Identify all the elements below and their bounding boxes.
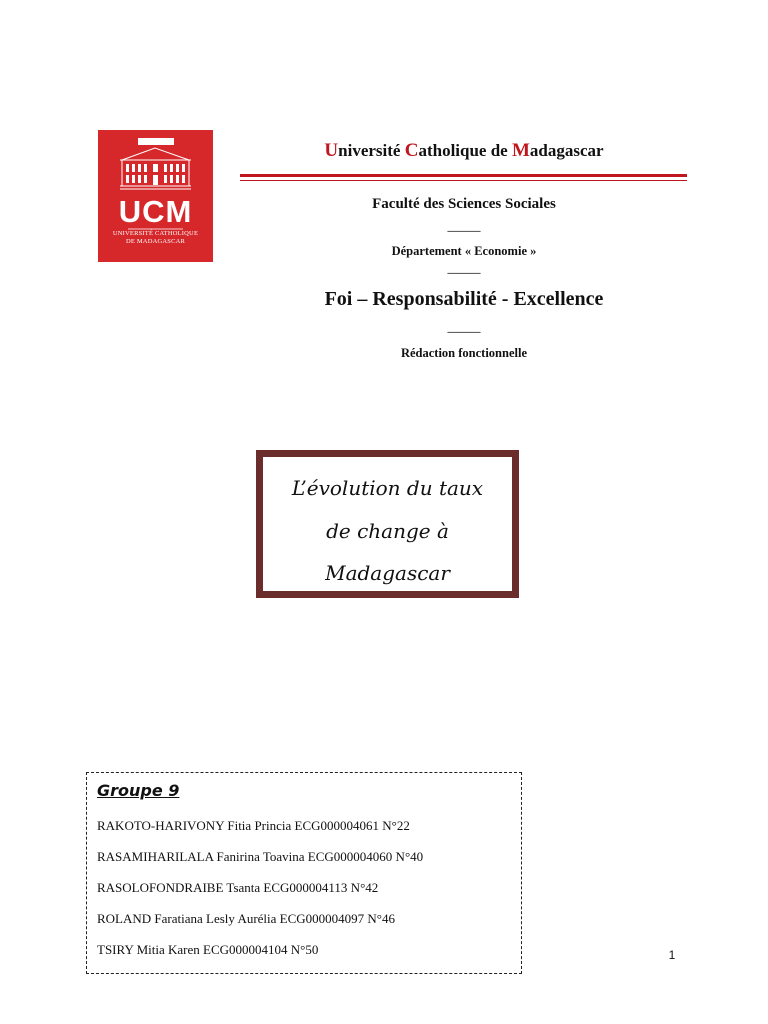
member-item: RAKOTO-HARIVONY Fitia Princia ECG000004061 N°22 [97,818,410,833]
group-members-box [86,772,522,974]
member-item: TSIRY Mitia Karen ECG000004104 N°50 [97,942,319,957]
faculty-name: Faculté des Sciences Sociales [372,196,556,212]
separator: ______ [447,322,481,334]
page-number: 1 [668,948,676,962]
course-name: Rédaction fonctionnelle [400,346,528,360]
logo-subtitle-line2: DE MADAGASCAR [125,238,186,245]
group-title: Groupe 9 [97,781,180,800]
header-rule-thick [240,174,687,177]
title-line: de change à [326,518,449,543]
university-name: Université Catholique de Madagascar [324,140,604,161]
logo-subtitle-line1: UNIVERSITÉ CATHOLIQUE [112,230,199,237]
motto: Foi – Responsabilité - Excellence [324,288,604,310]
title-line: L’évolution du taux [291,476,484,500]
document-title-box [256,450,519,598]
separator: ______ [447,221,481,233]
department-name: Département « Economie » [391,244,537,258]
member-item: RASAMIHARILALA Fanirina Toavina ECG000004060 N°40 [97,849,424,864]
document-title [263,467,512,595]
logo-acronym: UCM [118,194,193,229]
header-rule-thin [240,180,687,181]
title-line: Madagascar [325,561,450,585]
member-item: ROLAND Faratiana Lesly Aurélia ECG000004097 N°46 [97,911,396,926]
member-item: RASOLOFONDRAIBE Tsanta ECG000004113 N°42 [97,880,379,895]
separator: ______ [447,263,481,275]
ucm-logo [98,130,213,262]
